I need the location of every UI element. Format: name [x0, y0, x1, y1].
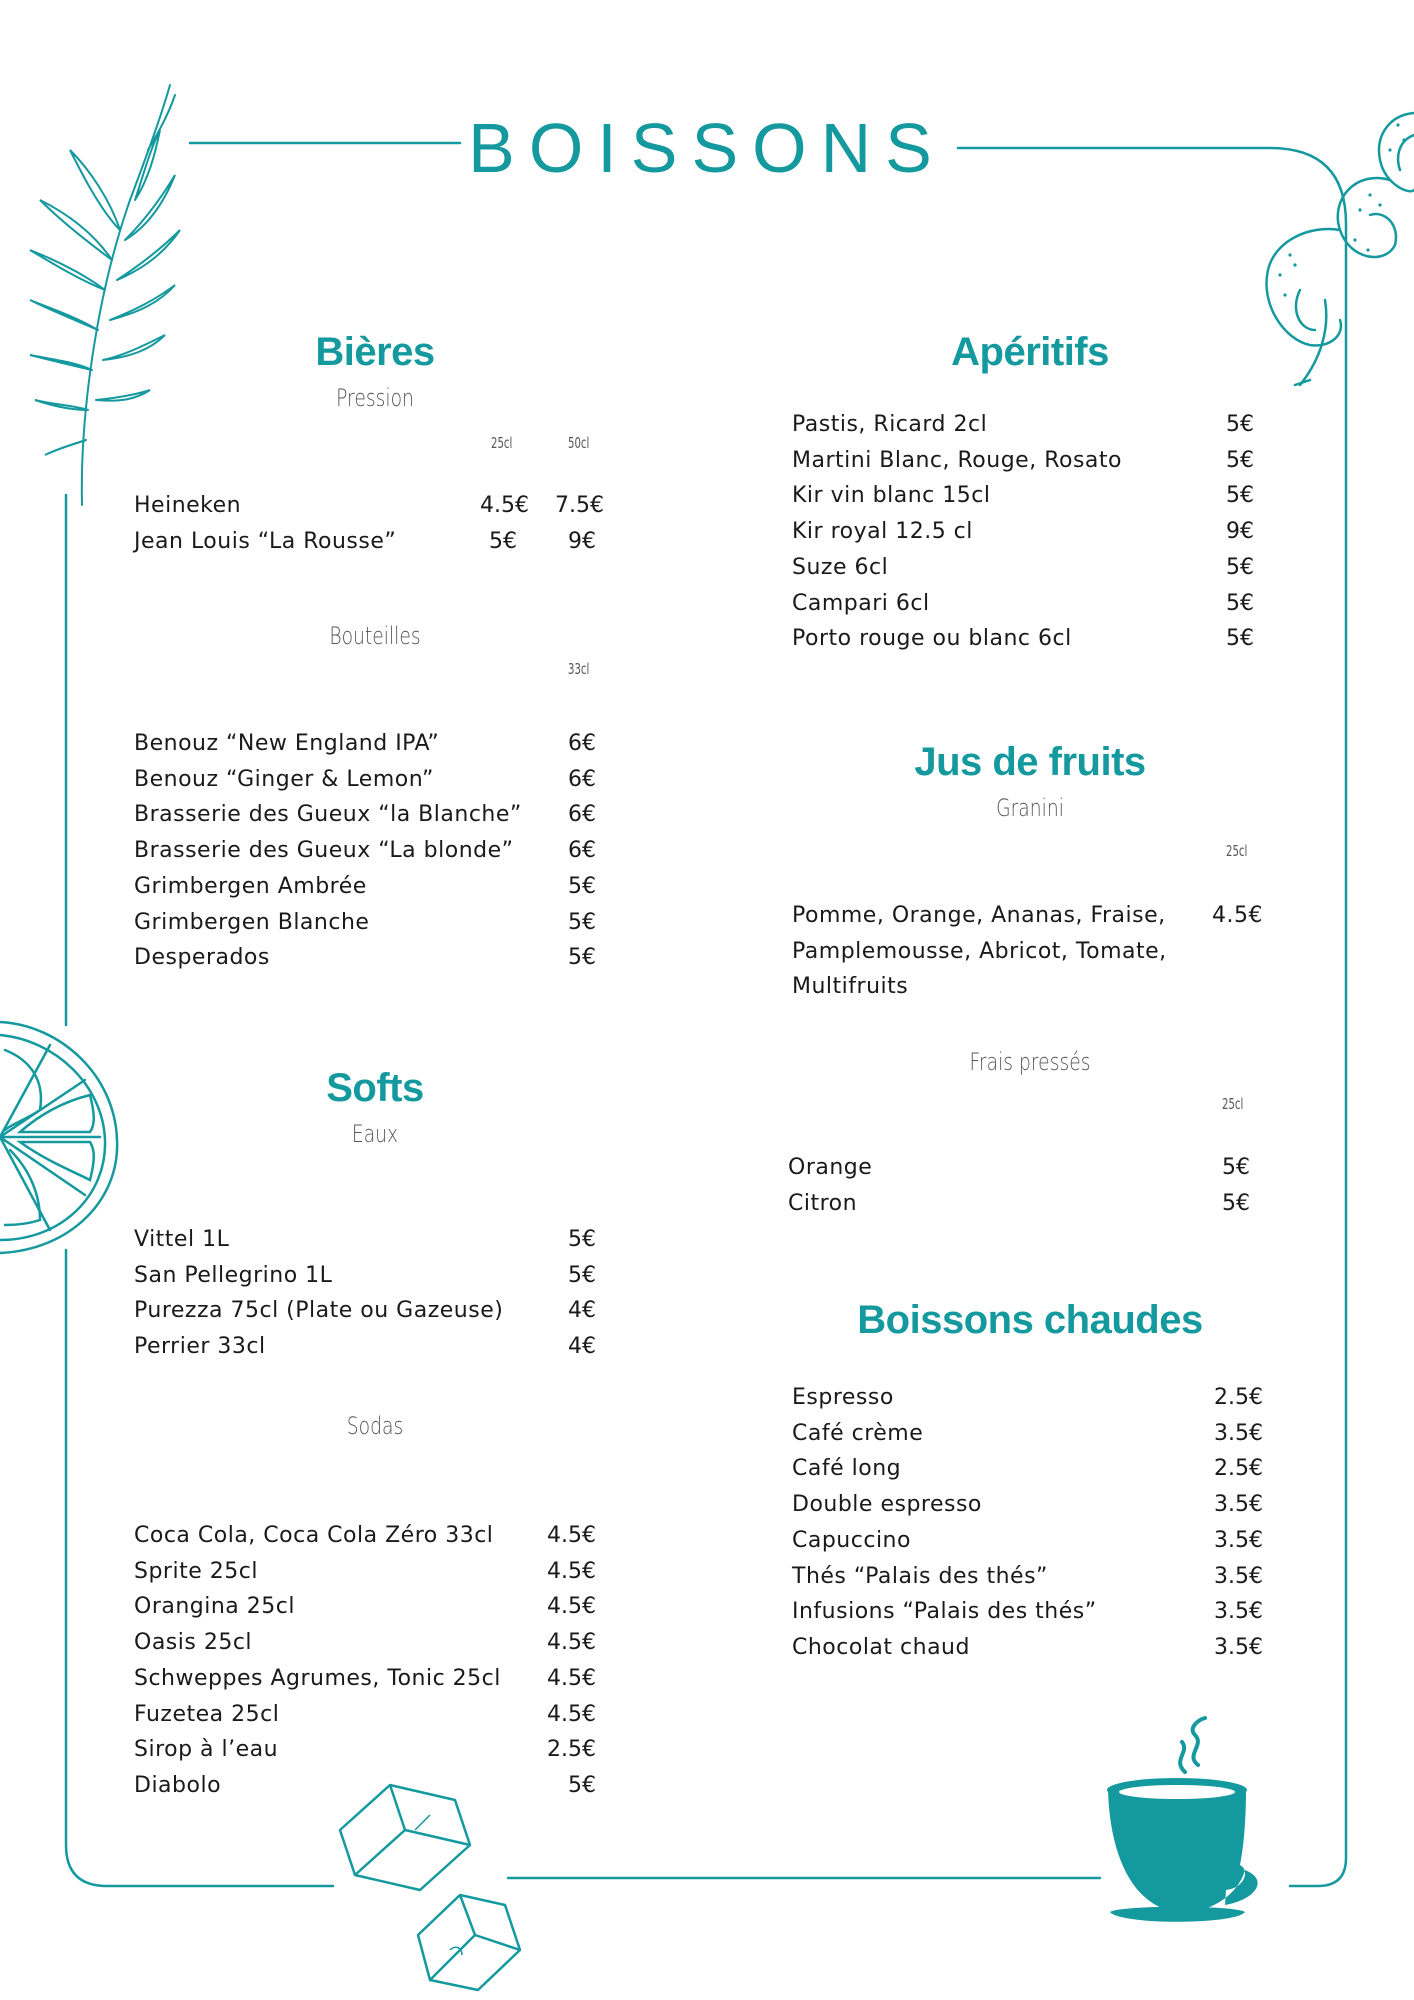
granini-line: Multifruits [792, 974, 909, 1000]
heading-aperitifs: Apéritifs [951, 330, 1109, 374]
item-price-50cl: 7.5€ [555, 493, 604, 518]
item-name: Perrier 33cl [134, 1334, 266, 1360]
list-item [134, 797, 596, 833]
item-name: Suze 6cl [792, 554, 889, 580]
item-name: Citron [788, 1190, 858, 1216]
item-price: 2.5€ [1214, 1456, 1263, 1482]
granini-price: 4.5€ [1212, 903, 1263, 928]
item-price-25cl: 4.5€ [480, 493, 529, 518]
item-price: 6€ [568, 838, 596, 864]
item-price: 5€ [1226, 590, 1254, 616]
granini-flavours [792, 898, 1167, 1005]
item-price: 4.5€ [547, 1594, 596, 1620]
list-item [792, 621, 1254, 657]
item-name: Chocolat chaud [792, 1634, 970, 1660]
item-price: 5€ [1222, 1190, 1250, 1216]
item-name: Brasserie des Gueux “la Blanche” [134, 802, 522, 828]
list-item [134, 905, 596, 941]
list-item [792, 1630, 1263, 1666]
sub-granini: Granini [996, 794, 1064, 822]
item-name: Campari 6cl [792, 590, 930, 616]
list-item [792, 478, 1254, 514]
list-item [792, 550, 1254, 586]
heading-softs: Softs [326, 1066, 424, 1110]
item-name: Grimbergen Ambrée [134, 873, 367, 899]
item-price: 4.5€ [547, 1630, 596, 1656]
list-item [792, 1416, 1263, 1452]
item-name: Desperados [134, 945, 270, 971]
item-price: 5€ [568, 1262, 596, 1288]
item-price: 3.5€ [1214, 1492, 1263, 1518]
item-price-25cl: 5€ [489, 528, 517, 554]
heading-jus-de-fruits: Jus de fruits [914, 740, 1146, 784]
coffee-cup-icon [1107, 1718, 1258, 1922]
list-item [134, 1589, 596, 1625]
item-price: 5€ [1226, 447, 1254, 473]
sub-bouteilles: Bouteilles [329, 622, 421, 650]
sub-sodas: Sodas [346, 1412, 404, 1440]
item-price: 4€ [568, 1334, 596, 1360]
item-name: Thés “Palais des thés” [792, 1563, 1048, 1589]
list-item [792, 1559, 1263, 1595]
item-price: 3.5€ [1214, 1563, 1263, 1589]
item-price: 5€ [1226, 554, 1254, 580]
col-header-33cl: 33cl [568, 660, 590, 678]
list-item [792, 514, 1254, 550]
heading-boissons-chaudes: Boissons chaudes [857, 1298, 1203, 1342]
item-price: 4.5€ [547, 1701, 596, 1727]
item-name: Martini Blanc, Rouge, Rosato [792, 447, 1122, 473]
item-name: Kir vin blanc 15cl [792, 483, 991, 509]
lemon-slice-icon [0, 1022, 117, 1253]
list-item [134, 1554, 596, 1590]
item-name: San Pellegrino 1L [134, 1262, 333, 1288]
heading-bieres: Bières [315, 330, 435, 374]
item-price: 6€ [568, 731, 596, 756]
list-item [792, 407, 1254, 443]
ice-cubes-icon [340, 1785, 520, 1990]
item-price: 5€ [568, 909, 596, 935]
sub-frais-presses: Frais pressés [969, 1048, 1091, 1076]
list-item [792, 443, 1254, 479]
sub-eaux: Eaux [351, 1120, 399, 1148]
page-title: BOISSONS [468, 109, 946, 187]
list-item [134, 726, 596, 762]
item-name: Fuzetea 25cl [134, 1701, 280, 1727]
list-item [788, 1150, 1250, 1186]
item-price: 9€ [1226, 519, 1254, 545]
item-name: Sprite 25cl [134, 1558, 258, 1584]
item-price: 5€ [1226, 626, 1254, 652]
item-name: Pastis, Ricard 2cl [792, 412, 988, 437]
item-name: Purezza 75cl (Plate ou Gazeuse) [134, 1298, 504, 1324]
col-header-25cl-frais: 25cl [1222, 1095, 1244, 1113]
col-header-25cl: 25cl [491, 434, 513, 452]
item-name: Coca Cola, Coca Cola Zéro 33cl [134, 1523, 494, 1548]
item-name: Capuccino [792, 1527, 911, 1553]
item-price: 5€ [568, 1227, 596, 1252]
item-name: Grimbergen Blanche [134, 909, 370, 935]
list-item [792, 1487, 1263, 1523]
granini-line: Pamplemousse, Abricot, Tomate, [792, 938, 1167, 964]
list-item [134, 1732, 596, 1768]
list-item [792, 1451, 1263, 1487]
list-item [134, 940, 596, 976]
item-price: 6€ [568, 802, 596, 828]
item-price: 2.5€ [1214, 1385, 1263, 1410]
list-item [134, 762, 596, 798]
item-price: 6€ [568, 766, 596, 792]
list-item [134, 833, 596, 869]
item-price: 5€ [1222, 1155, 1250, 1180]
item-name: Benouz “Ginger & Lemon” [134, 766, 434, 792]
list-item [134, 1329, 596, 1365]
item-name: Brasserie des Gueux “La blonde” [134, 838, 514, 864]
col-header-50cl: 50cl [568, 434, 590, 452]
list-item [788, 1186, 1250, 1222]
item-price: 5€ [1226, 412, 1254, 437]
item-name: Orangina 25cl [134, 1594, 295, 1620]
list-item [792, 586, 1254, 622]
sub-pression: Pression [336, 384, 414, 412]
item-price: 3.5€ [1214, 1599, 1263, 1625]
item-price: 4€ [568, 1298, 596, 1324]
list-item [134, 1768, 596, 1804]
item-price: 3.5€ [1214, 1634, 1263, 1660]
item-name: Diabolo [134, 1772, 222, 1798]
item-name: Benouz “New England IPA” [134, 731, 440, 756]
list-item [792, 1380, 1263, 1416]
item-price: 5€ [568, 873, 596, 899]
item-name: Kir royal 12.5 cl [792, 519, 973, 545]
item-price: 2.5€ [547, 1737, 596, 1763]
list-item [134, 1293, 596, 1329]
granini-line: Pomme, Orange, Ananas, Fraise, [792, 903, 1166, 928]
list-item [134, 1625, 596, 1661]
item-price: 4.5€ [547, 1665, 596, 1691]
item-name: Heineken [134, 493, 242, 518]
list-item [134, 1697, 596, 1733]
item-price: 4.5€ [547, 1523, 596, 1548]
item-name: Schweppes Agrumes, Tonic 25cl [134, 1665, 501, 1691]
item-name: Espresso [792, 1385, 894, 1410]
item-price: 4.5€ [547, 1558, 596, 1584]
item-price: 3.5€ [1214, 1420, 1263, 1446]
item-price-50cl: 9€ [568, 528, 596, 554]
item-name: Double espresso [792, 1492, 982, 1518]
item-price: 5€ [1226, 483, 1254, 509]
item-name: Oasis 25cl [134, 1630, 253, 1656]
list-item [134, 1222, 596, 1258]
item-name: Orange [788, 1155, 873, 1180]
list-item [792, 1523, 1263, 1559]
list-item [134, 524, 596, 560]
list-item [792, 1594, 1263, 1630]
col-header-25cl-granini: 25cl [1226, 842, 1248, 860]
item-price: 3.5€ [1214, 1527, 1263, 1553]
item-name: Café crème [792, 1420, 924, 1446]
item-name: Sirop à l’eau [134, 1737, 279, 1763]
item-name: Café long [792, 1456, 902, 1482]
item-price: 5€ [568, 1772, 596, 1798]
list-item [134, 488, 604, 524]
item-name: Vittel 1L [134, 1227, 230, 1252]
list-item [134, 1258, 596, 1294]
item-name: Jean Louis “La Rousse” [134, 528, 397, 554]
item-name: Infusions “Palais des thés” [792, 1599, 1097, 1625]
list-item [134, 1518, 596, 1554]
item-price: 5€ [568, 945, 596, 971]
list-item [134, 869, 596, 905]
list-item [134, 1661, 596, 1697]
item-name: Porto rouge ou blanc 6cl [792, 626, 1072, 652]
